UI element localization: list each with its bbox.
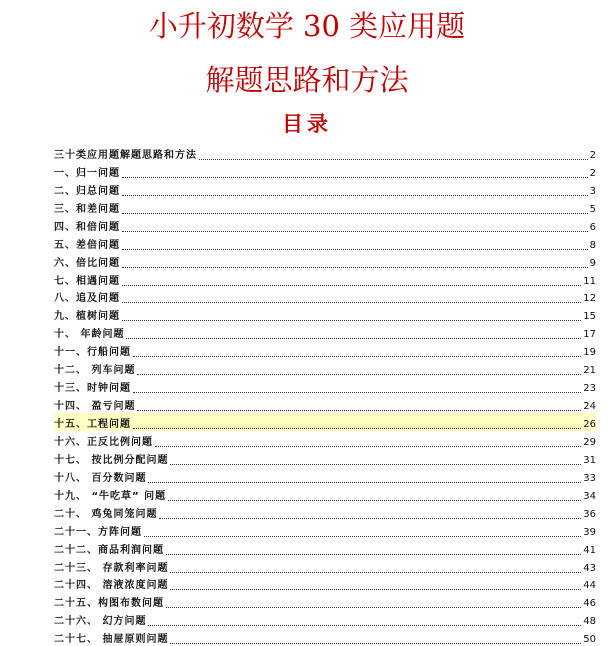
toc-entry-label[interactable]: 十六、正反比例问题 [54, 436, 153, 448]
toc-entry-page-number: 33 [583, 472, 596, 484]
toc-entry[interactable] [54, 198, 596, 216]
toc-entry-label[interactable]: 二十、 鸡兔同笼问题 [54, 508, 158, 520]
toc-entry-page-number: 8 [589, 239, 596, 251]
toc-entry[interactable] [54, 359, 596, 377]
toc-dot-leader [122, 176, 588, 178]
toc-entry-page-number: 24 [583, 401, 596, 413]
toc-entry-label[interactable]: 二十七、 抽屉原则问题 [54, 634, 169, 646]
toc-dot-leader [199, 158, 588, 160]
document-title-line-1: 小升初数学 30 类应用题 [148, 9, 466, 43]
toc-entry-label[interactable]: 九、植树问题 [54, 311, 120, 323]
toc-dot-leader [170, 463, 581, 465]
toc-entry[interactable] [54, 144, 596, 162]
toc-entry-page-number: 2 [589, 167, 596, 179]
toc-entry-label[interactable]: 十三、时钟问题 [54, 383, 131, 395]
toc-entry-label[interactable]: 五、差倍问题 [54, 239, 120, 251]
toc-entry[interactable] [54, 557, 596, 575]
toc-entry-page-number: 11 [583, 275, 596, 287]
toc-entry-label[interactable]: 六、倍比问题 [54, 257, 120, 269]
toc-dot-leader [122, 230, 588, 232]
toc-entry-page-number: 21 [583, 365, 596, 377]
toc-entry-label[interactable]: 十四、 盈亏问题 [54, 401, 136, 413]
toc-dot-leader [155, 445, 581, 447]
toc-entry[interactable] [54, 485, 596, 503]
toc-entry-page-number: 48 [583, 616, 596, 628]
toc-entry[interactable] [54, 180, 596, 198]
toc-entry[interactable] [54, 377, 596, 395]
toc-entry-label[interactable]: 十二、 列车问题 [54, 365, 136, 377]
toc-dot-leader [122, 194, 588, 196]
toc-entry-page-number: 15 [583, 311, 596, 323]
toc-entry[interactable] [54, 234, 596, 252]
toc-dot-leader [170, 642, 581, 644]
toc-entry[interactable] [54, 162, 596, 180]
toc-entry[interactable] [54, 539, 596, 557]
toc-dot-leader [122, 248, 588, 250]
toc-dot-leader [133, 391, 581, 393]
toc-entry-page-number: 29 [583, 436, 596, 448]
toc-entry-page-number: 50 [583, 634, 596, 646]
toc-entry-label[interactable]: 四、和倍问题 [54, 221, 120, 233]
toc-entry-label[interactable]: 十七、 按比例分配问题 [54, 454, 169, 466]
toc-entry-label[interactable]: 七、相遇问题 [54, 275, 120, 287]
toc-entry-page-number: 17 [583, 329, 596, 341]
toc-dot-leader [122, 212, 588, 214]
toc-entry-label[interactable]: 十一、行船问题 [54, 347, 131, 359]
toc-entry-page-number: 3 [589, 185, 596, 197]
toc-entry-page-number: 23 [583, 383, 596, 395]
toc-entry[interactable] [54, 592, 596, 610]
toc-entry-page-number: 9 [589, 257, 596, 269]
toc-entry-label[interactable]: 二十五、构图布数问题 [54, 598, 164, 610]
toc-entry-page-number: 41 [583, 544, 596, 556]
toc-entry[interactable] [54, 413, 596, 431]
toc-dot-leader [133, 427, 581, 429]
document-title-line-2: 解题思路和方法 [205, 63, 409, 97]
toc-entry-page-number: 43 [583, 562, 596, 574]
toc-entry-page-number: 5 [589, 203, 596, 215]
toc-entry-label[interactable]: 二、归总问题 [54, 185, 120, 197]
toc-entry[interactable] [54, 270, 596, 288]
toc-dot-leader [137, 373, 581, 375]
toc-dot-leader [166, 553, 581, 555]
toc-dot-leader [170, 571, 581, 573]
toc-dot-leader [159, 517, 581, 519]
toc-entry-label[interactable]: 三十类应用题解题思路和方法 [54, 149, 197, 161]
toc-dot-leader [133, 355, 581, 357]
toc-entry-label[interactable]: 八、追及问题 [54, 293, 120, 305]
toc-entry-label[interactable]: 一、归一问题 [54, 167, 120, 179]
toc-entry-page-number: 26 [583, 419, 596, 430]
toc-dot-leader [137, 409, 581, 411]
toc-entry-page-number: 19 [583, 347, 596, 359]
toc-entry-label[interactable]: 二十六、 幻方问题 [54, 616, 147, 628]
toc-entry[interactable] [54, 431, 596, 449]
toc-entry[interactable] [54, 323, 596, 341]
table-of-contents [54, 144, 596, 646]
toc-entry[interactable] [54, 503, 596, 521]
toc-dot-leader [148, 624, 581, 626]
toc-entry[interactable] [54, 395, 596, 413]
toc-entry[interactable] [54, 305, 596, 323]
toc-heading: 目录 [282, 112, 332, 136]
toc-entry-page-number: 39 [583, 526, 596, 538]
toc-entry-label[interactable]: 十、 年龄问题 [54, 329, 125, 341]
toc-entry[interactable] [54, 521, 596, 539]
toc-dot-leader [126, 337, 581, 339]
toc-entry-label[interactable]: 十五、工程问题 [54, 419, 131, 430]
toc-entry[interactable] [54, 288, 596, 306]
toc-entry-page-number: 46 [583, 598, 596, 610]
toc-entry-label[interactable]: 十九、 “牛吃草” 问题 [54, 490, 167, 502]
toc-entry[interactable] [54, 216, 596, 234]
toc-entry[interactable] [54, 252, 596, 270]
toc-entry-label[interactable]: 二十一、方阵问题 [54, 526, 142, 538]
toc-dot-leader [166, 606, 581, 608]
toc-entry-label[interactable]: 十八、 百分数问题 [54, 472, 147, 484]
toc-entry[interactable] [54, 610, 596, 628]
toc-dot-leader [148, 481, 581, 483]
toc-entry[interactable] [54, 467, 596, 485]
toc-dot-leader [144, 535, 581, 537]
toc-entry-page-number: 2 [589, 149, 596, 161]
toc-entry[interactable] [54, 575, 596, 593]
toc-dot-leader [122, 284, 581, 286]
toc-entry-label[interactable]: 二十三、 存款利率问题 [54, 562, 169, 574]
toc-entry-page-number: 44 [583, 580, 596, 592]
toc-dot-leader [168, 499, 581, 501]
toc-dot-leader [122, 266, 588, 268]
toc-entry-label[interactable]: 二十二、商品利润问题 [54, 544, 164, 556]
toc-entry-label[interactable]: 二十四、 溶液浓度问题 [54, 580, 169, 592]
toc-entry-page-number: 12 [583, 293, 596, 305]
toc-entry[interactable] [54, 628, 596, 646]
toc-entry[interactable] [54, 449, 596, 467]
toc-dot-leader [170, 588, 581, 590]
toc-entry-page-number: 34 [583, 490, 596, 502]
toc-entry[interactable] [54, 341, 596, 359]
toc-entry-page-number: 6 [589, 221, 596, 233]
toc-dot-leader [122, 319, 581, 321]
toc-entry-page-number: 36 [583, 508, 596, 520]
toc-entry-page-number: 31 [583, 454, 596, 466]
toc-dot-leader [122, 301, 581, 303]
toc-entry-label[interactable]: 三、和差问题 [54, 203, 120, 215]
